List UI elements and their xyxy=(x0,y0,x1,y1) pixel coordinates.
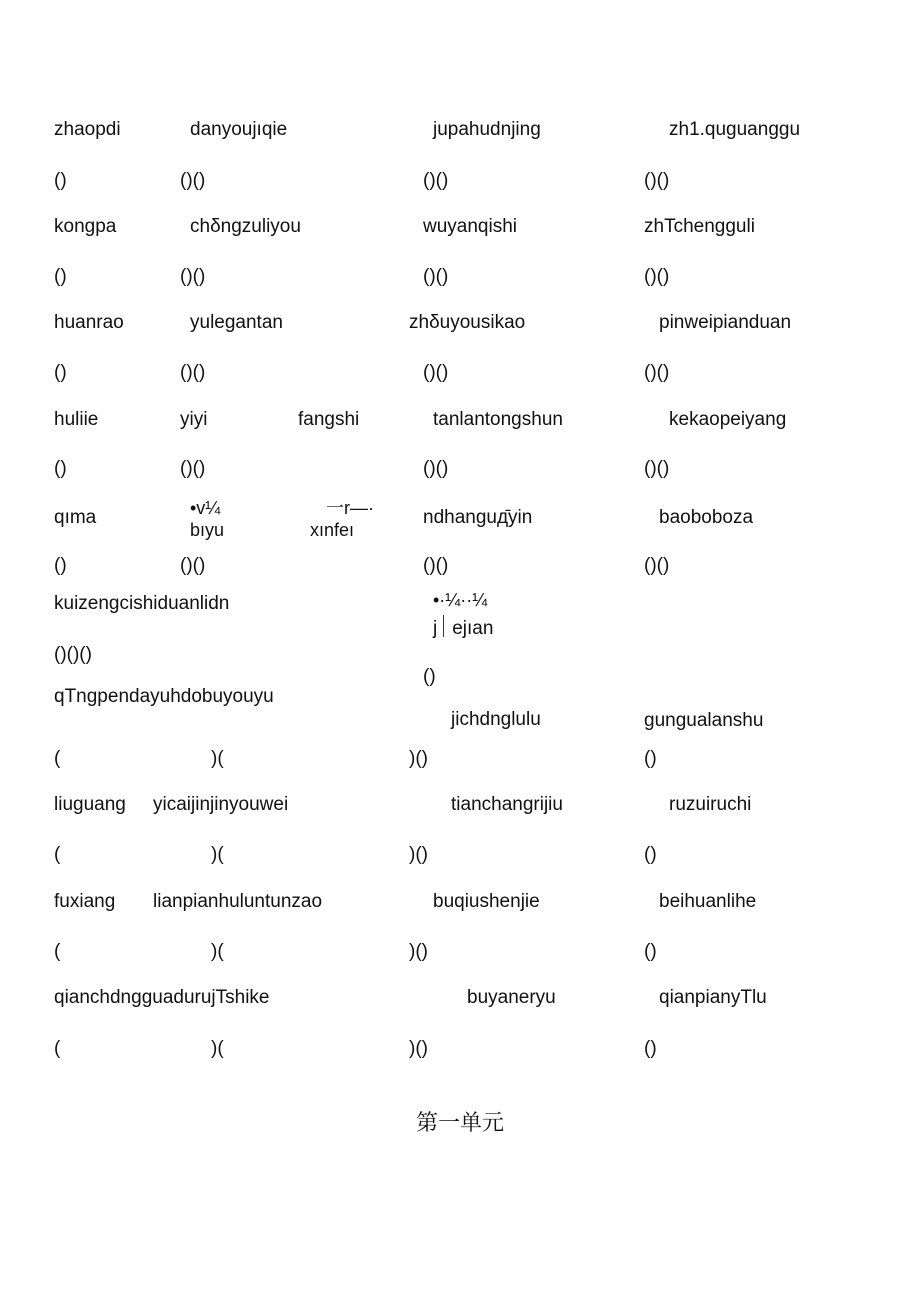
answer-bracket: ( xyxy=(54,844,61,865)
answer-bracket: ( xyxy=(54,941,61,962)
answer-bracket: ()() xyxy=(423,170,449,191)
pinyin-word: qianpianyTlu xyxy=(659,987,767,1008)
pinyin-word: chδngzuliyou xyxy=(190,216,301,237)
pinyin-word: danyoujıqie xyxy=(190,119,288,140)
answer-bracket: )( xyxy=(211,844,224,865)
pinyin-word: liuguang xyxy=(54,794,126,815)
answer-bracket: () xyxy=(54,266,67,287)
answer-bracket: ()() xyxy=(644,170,670,191)
pinyin-word: gungualanshu xyxy=(644,710,764,731)
answer-bracket: ( xyxy=(54,1038,61,1059)
answer-bracket: ()() xyxy=(180,362,206,383)
garbled-mark: •v¼ xyxy=(190,498,221,518)
answer-bracket: )() xyxy=(409,844,428,865)
pinyin-fragment: ejıan xyxy=(452,618,494,639)
answer-bracket: ()() xyxy=(423,555,449,576)
answer-bracket: () xyxy=(644,1038,657,1059)
pinyin-word: tianchangrijiu xyxy=(451,794,563,815)
pinyin-word: zh1.quguanggu xyxy=(669,119,801,140)
pinyin-word: kuizengcishiduanlidn xyxy=(54,593,230,614)
answer-bracket: )() xyxy=(409,941,428,962)
answer-bracket: )( xyxy=(211,941,224,962)
answer-bracket: ( xyxy=(54,748,61,769)
pinyin-word: bıyu xyxy=(190,520,225,540)
pinyin-word: yiyi xyxy=(180,409,208,430)
pinyin-word: buqiushenjie xyxy=(433,891,540,912)
pinyin-word: yulegantan xyxy=(190,312,283,333)
pinyin-word: qTngpendayuhdobuyouyu xyxy=(54,686,274,707)
pinyin-word: beihuanlihe xyxy=(659,891,757,912)
pinyin-word: ruzuiruchi xyxy=(669,794,752,815)
pinyin-word: kongpa xyxy=(54,216,117,237)
answer-bracket: () xyxy=(54,458,67,479)
answer-bracket: () xyxy=(54,555,67,576)
answer-bracket: () xyxy=(644,941,657,962)
answer-bracket: )() xyxy=(409,748,428,769)
pinyin-word: pinweipianduan xyxy=(659,312,792,333)
pinyin-fragment: j xyxy=(433,618,438,639)
answer-bracket: () xyxy=(644,844,657,865)
pinyin-word: qıma xyxy=(54,507,97,528)
pinyin-word: xınfeı xyxy=(310,520,355,540)
pinyin-word: huanrao xyxy=(54,312,124,333)
pinyin-word: kekaopeiyang xyxy=(669,409,787,430)
answer-bracket: )( xyxy=(211,1038,224,1059)
answer-bracket: () xyxy=(54,170,67,191)
pinyin-word: zhaopdi xyxy=(54,119,121,140)
answer-bracket: ()() xyxy=(423,458,449,479)
pinyin-word: lianpianhuluntunzao xyxy=(153,891,323,912)
pinyin-word: zhTchengguli xyxy=(644,216,755,237)
answer-bracket: ()() xyxy=(180,170,206,191)
pinyin-word: buyaneryu xyxy=(467,987,556,1008)
pinyin-word: fangshi xyxy=(298,409,360,430)
answer-bracket: () xyxy=(54,362,67,383)
garbled-mark: •·¼··¼ xyxy=(433,590,488,610)
answer-bracket: ()() xyxy=(644,458,670,479)
garbled-mark: 一r—· xyxy=(326,498,374,518)
pinyin-word: qianchdngguadurujTshike xyxy=(54,987,270,1008)
answer-bracket: ()() xyxy=(180,266,206,287)
pinyin-word: wuyanqishi xyxy=(423,216,517,237)
answer-bracket: ()() xyxy=(423,362,449,383)
answer-bracket: ()() xyxy=(180,458,206,479)
pinyin-word: tanlantongshun xyxy=(433,409,563,430)
answer-bracket: )( xyxy=(211,748,224,769)
pinyin-word: fuxiang xyxy=(54,891,116,912)
answer-bracket: () xyxy=(423,666,436,687)
pinyin-word xyxy=(433,615,493,640)
answer-bracket: ()() xyxy=(423,266,449,287)
answer-bracket: ()() xyxy=(180,555,206,576)
answer-bracket: ()() xyxy=(644,362,670,383)
pinyin-word: huliie xyxy=(54,409,99,430)
vertical-bar-mark xyxy=(443,615,444,637)
unit-title: 第一单元 xyxy=(415,1111,504,1136)
answer-bracket: ()() xyxy=(644,555,670,576)
pinyin-word: ndhanguд̄yin xyxy=(423,507,533,528)
answer-bracket: () xyxy=(644,748,657,769)
pinyin-word: zhδuyousikao xyxy=(409,312,526,333)
answer-bracket: ()()() xyxy=(54,644,92,665)
answer-bracket: ()() xyxy=(644,266,670,287)
pinyin-word: jupahudnjing xyxy=(433,119,541,140)
pinyin-word: jichdnglulu xyxy=(451,709,541,730)
answer-bracket: )() xyxy=(409,1038,428,1059)
pinyin-word: yicaijinjinyouwei xyxy=(153,794,289,815)
pinyin-word: baoboboza xyxy=(659,507,754,528)
